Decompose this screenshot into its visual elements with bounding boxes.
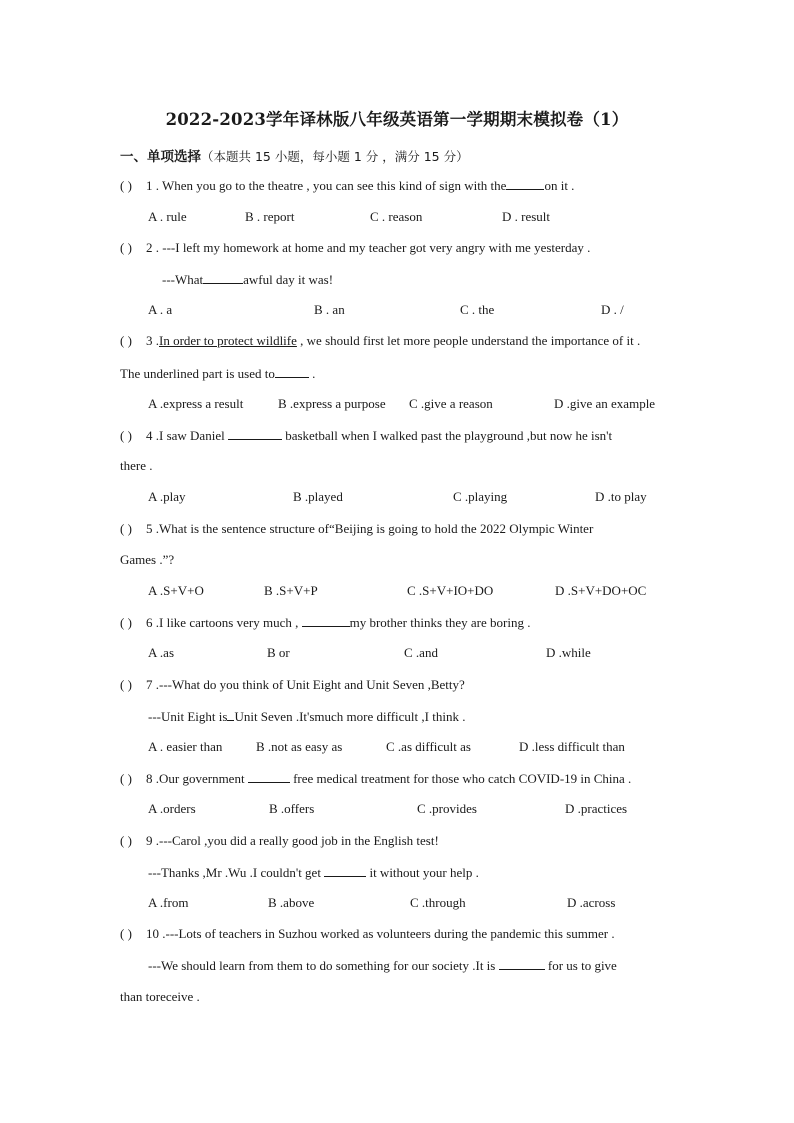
question-3: ( ) 3 .In order to protect wildlife , we should first let more people understand the importance of it . (120, 333, 641, 348)
option-c[interactable]: C . reason (370, 209, 423, 224)
question-10-line2: ---We should learn from them to do something for our society .It is for us to give (148, 958, 617, 973)
option-b[interactable]: B . report (245, 209, 295, 224)
option-a[interactable]: A .play (148, 489, 186, 504)
question-5-line2: Games .”? (120, 552, 175, 567)
option-a[interactable]: A .express a result (148, 396, 244, 411)
question-5: ( ) 5 .What is the sentence structure of“Beijing is going to hold the 2022 Olympic Winter (120, 521, 594, 536)
option-c[interactable]: C .through (410, 895, 466, 910)
option-d[interactable]: D .less difficult than (519, 739, 625, 754)
option-d[interactable]: D .give an example (554, 396, 656, 411)
option-b[interactable]: B .not as easy as (256, 739, 343, 754)
answer-paren[interactable]: ( ) (120, 521, 132, 536)
question-3-line2: The underlined part is used to . (120, 366, 316, 381)
option-b[interactable]: B .express a purpose (278, 396, 386, 411)
option-a[interactable]: A . rule (148, 209, 187, 224)
question-6: ( ) 6 .I like cartoons very much , my brother thinks they are boring . (120, 615, 531, 630)
answer-blank[interactable] (228, 427, 282, 440)
answer-blank[interactable] (275, 365, 309, 378)
option-c[interactable]: C .as difficult as (386, 739, 471, 754)
option-d[interactable]: D . / (601, 302, 624, 317)
answer-blank[interactable] (203, 271, 243, 284)
section-heading (120, 145, 469, 165)
option-c[interactable]: C .give a reason (409, 396, 493, 411)
option-a[interactable]: A . easier than (148, 739, 223, 754)
option-b[interactable]: B or (267, 645, 290, 660)
page-title: 2022-2023学年译林版八年级英语第一学期期末模拟卷（1） (165, 110, 629, 129)
answer-paren[interactable]: ( ) (120, 240, 132, 255)
option-a[interactable]: A .from (148, 895, 189, 910)
question-7: ( ) 7 .---What do you think of Unit Eight and Unit Seven ,Betty? (120, 677, 465, 692)
question-2-line2: ---What awful day it was! (162, 272, 334, 287)
question-7-line2: ---Unit Eight is Unit Seven .It'smuch more difficult ,I think . (148, 709, 466, 724)
option-d[interactable]: D .across (567, 895, 616, 910)
option-a[interactable]: A .as (148, 645, 174, 660)
answer-paren[interactable]: ( ) (120, 178, 132, 193)
question-1: ( ) 1 . When you go to the theatre , you can see this kind of sign with the on it . (120, 178, 575, 193)
option-c[interactable]: C .playing (453, 489, 508, 504)
question-4: ( ) 4 .I saw Daniel basketball when I walked past the playground ,but now he isn't (120, 428, 613, 443)
section-note: （本题共 15 小题，每小题 1 分 ，满分 15 分） (201, 149, 469, 164)
option-a[interactable]: A . a (148, 302, 173, 317)
option-d[interactable]: D . result (502, 209, 551, 224)
option-b[interactable]: B .played (293, 489, 343, 504)
question-8: ( ) 8 .Our government free medical treatment for those who catch COVID-19 in China . (120, 771, 632, 786)
option-d[interactable]: D .S+V+DO+OC (555, 583, 647, 598)
question-2: ( ) 2 . ---I left my homework at home and my teacher got very angry with me yesterday . (120, 240, 591, 255)
option-c[interactable]: C .provides (417, 801, 477, 816)
answer-paren[interactable]: ( ) (120, 833, 132, 848)
answer-paren[interactable]: ( ) (120, 428, 132, 443)
answer-blank[interactable] (248, 770, 290, 783)
answer-paren[interactable]: ( ) (120, 771, 132, 786)
question-10-line3: than toreceive . (120, 989, 200, 1004)
option-a[interactable]: A .S+V+O (148, 583, 204, 598)
answer-blank[interactable] (506, 177, 544, 190)
answer-paren[interactable]: ( ) (120, 926, 132, 941)
answer-paren[interactable]: ( ) (120, 333, 132, 348)
option-a[interactable]: A .orders (148, 801, 196, 816)
answer-blank[interactable] (499, 957, 545, 970)
option-d[interactable]: D .practices (565, 801, 628, 816)
option-c[interactable]: C .and (404, 645, 438, 660)
underlined-phrase: In order to protect wildlife (159, 333, 297, 348)
option-b[interactable]: B . an (314, 302, 345, 317)
answer-blank[interactable] (324, 864, 366, 877)
answer-blank[interactable] (302, 614, 350, 627)
option-b[interactable]: B .above (268, 895, 315, 910)
question-4-line2: there . (120, 458, 153, 473)
question-10: ( ) 10 .---Lots of teachers in Suzhou worked as volunteers during the pandemic this summer . (120, 926, 615, 941)
question-9: ( ) 9 .---Carol ,you did a really good job in the English test! (120, 833, 439, 848)
option-d[interactable]: D .while (546, 645, 591, 660)
section-title: 一、单项选择 (120, 149, 201, 165)
question-9-line2: ---Thanks ,Mr .Wu .I couldn't get it without your help . (148, 865, 479, 880)
answer-paren[interactable]: ( ) (120, 615, 132, 630)
answer-paren[interactable]: ( ) (120, 677, 132, 692)
option-c[interactable]: C .S+V+IO+DO (407, 583, 494, 598)
option-b[interactable]: B .offers (269, 801, 315, 816)
option-c[interactable]: C . the (460, 302, 495, 317)
option-d[interactable]: D .to play (595, 489, 647, 504)
option-b[interactable]: B .S+V+P (264, 583, 318, 598)
